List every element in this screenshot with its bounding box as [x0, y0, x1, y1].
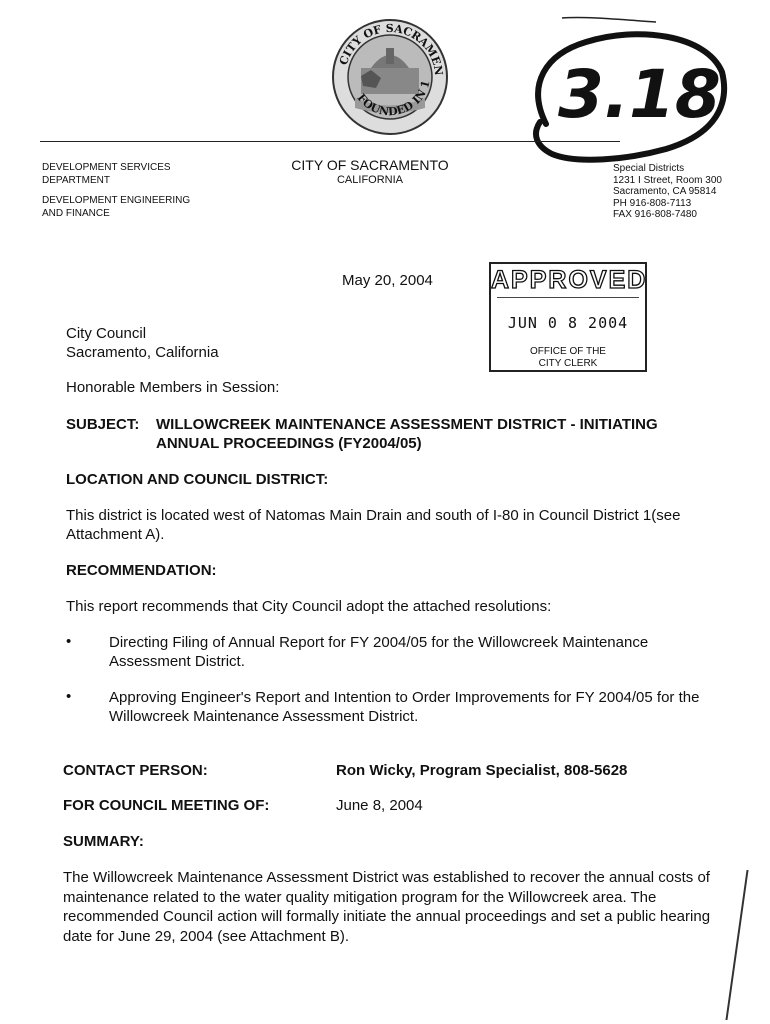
- handwritten-agenda-number: [526, 14, 730, 184]
- recommendation-heading: RECOMMENDATION:: [66, 562, 217, 579]
- recommendation-item: [109, 688, 699, 726]
- location-text: [66, 506, 680, 544]
- recommendation-line: Directing Filing of Annual Report for FY 2004/05 for the Willowcreek Maintenance: [109, 634, 649, 651]
- salutation: Honorable Members in Session:: [66, 379, 280, 396]
- location-line: This district is located west of Natomas Main Drain and south of I-80 in Council District 1(see: [66, 507, 681, 524]
- meeting-label: FOR COUNCIL MEETING OF:: [63, 797, 270, 814]
- address-line: 1231 I Street, Room 300: [613, 174, 722, 186]
- city-heading: [270, 157, 470, 187]
- stamp-office-line: OFFICE OF THE: [530, 346, 606, 357]
- contact-label: CONTACT PERSON:: [63, 762, 208, 779]
- stamp-date: JUN 0 8 2004: [507, 314, 629, 332]
- summary-text: [63, 868, 713, 946]
- subject-line: WILLOWCREEK MAINTENANCE ASSESSMENT DISTRICT - INITIATING: [156, 416, 658, 433]
- summary-line: maintenance related to the water quality mitigation program for the Willowcreek area. The: [63, 888, 657, 906]
- addressee: [66, 324, 219, 362]
- recommendation-line: Willowcreek Maintenance Assessment District.: [109, 708, 419, 725]
- dept-line: DEVELOPMENT ENGINEERING: [42, 195, 191, 206]
- addressee-line: Sacramento, California: [66, 344, 219, 361]
- svg-text:FOUNDED IN 1849: FOUNDED IN 1: [354, 78, 433, 119]
- subject-line: ANNUAL PROCEEDINGS (FY2004/05): [156, 435, 422, 452]
- summary-line: The Willowcreek Maintenance Assessment District was established to recover the annual costs of: [63, 869, 710, 886]
- contact-value: Ron Wicky, Program Specialist, 808-5628: [336, 762, 628, 779]
- stamp-office: [491, 346, 645, 370]
- svg-text:3.18: 3.18: [558, 56, 721, 133]
- recommendation-intro: This report recommends that City Council adopt the attached resolutions:: [66, 598, 552, 615]
- dept-line: DEPARTMENT: [42, 175, 110, 186]
- report-date: May 20, 2004: [342, 272, 433, 289]
- approved-stamp: [489, 262, 647, 372]
- address-line: Sacramento, CA 95814: [613, 186, 717, 197]
- stamp-office-line: CITY CLERK: [538, 358, 598, 369]
- stamp-divider: [497, 297, 639, 298]
- summary-line: recommended Council action will formally initiate the annual proceedings and set a public hearing: [63, 908, 711, 925]
- summary-heading: SUMMARY:: [63, 833, 144, 850]
- dept-line: AND FINANCE: [42, 208, 110, 219]
- meeting-value: June 8, 2004: [336, 797, 423, 814]
- city-name: CITY OF SACRAMENTO: [291, 157, 449, 173]
- stamp-title: APPROVED: [491, 266, 648, 294]
- office-name: Special Districts: [613, 163, 685, 174]
- phone-number: PH 916-808-7113: [613, 197, 692, 209]
- office-address: [613, 163, 722, 221]
- recommendation-item: [109, 633, 648, 671]
- letterhead-rule: [40, 141, 620, 142]
- svg-text:CITY OF SACRAMENTO: CITY OF SACRAMEN: [336, 21, 446, 77]
- subject-text: [156, 415, 658, 453]
- subject-label: SUBJECT:: [66, 416, 140, 433]
- bullet-icon: •: [66, 633, 72, 650]
- location-heading: LOCATION AND COUNCIL DISTRICT:: [66, 471, 329, 488]
- recommendation-line: Approving Engineer's Report and Intention to Order Improvements for FY 2004/05 for the: [109, 689, 700, 706]
- summary-line: date for June 29, 2004 (see Attachment B).: [63, 927, 350, 945]
- scan-edge-mark: [725, 870, 748, 1020]
- state-name: CALIFORNIA: [336, 174, 403, 186]
- bullet-icon: •: [66, 688, 72, 705]
- recommendation-line: Assessment District.: [109, 653, 245, 670]
- department-name: [42, 161, 190, 220]
- dept-line: DEVELOPMENT SERVICES: [42, 162, 171, 173]
- fax-number: FAX 916-808-7480: [613, 209, 697, 220]
- city-seal: [331, 18, 449, 136]
- addressee-line: City Council: [66, 325, 147, 342]
- location-line: Attachment A).: [66, 526, 165, 543]
